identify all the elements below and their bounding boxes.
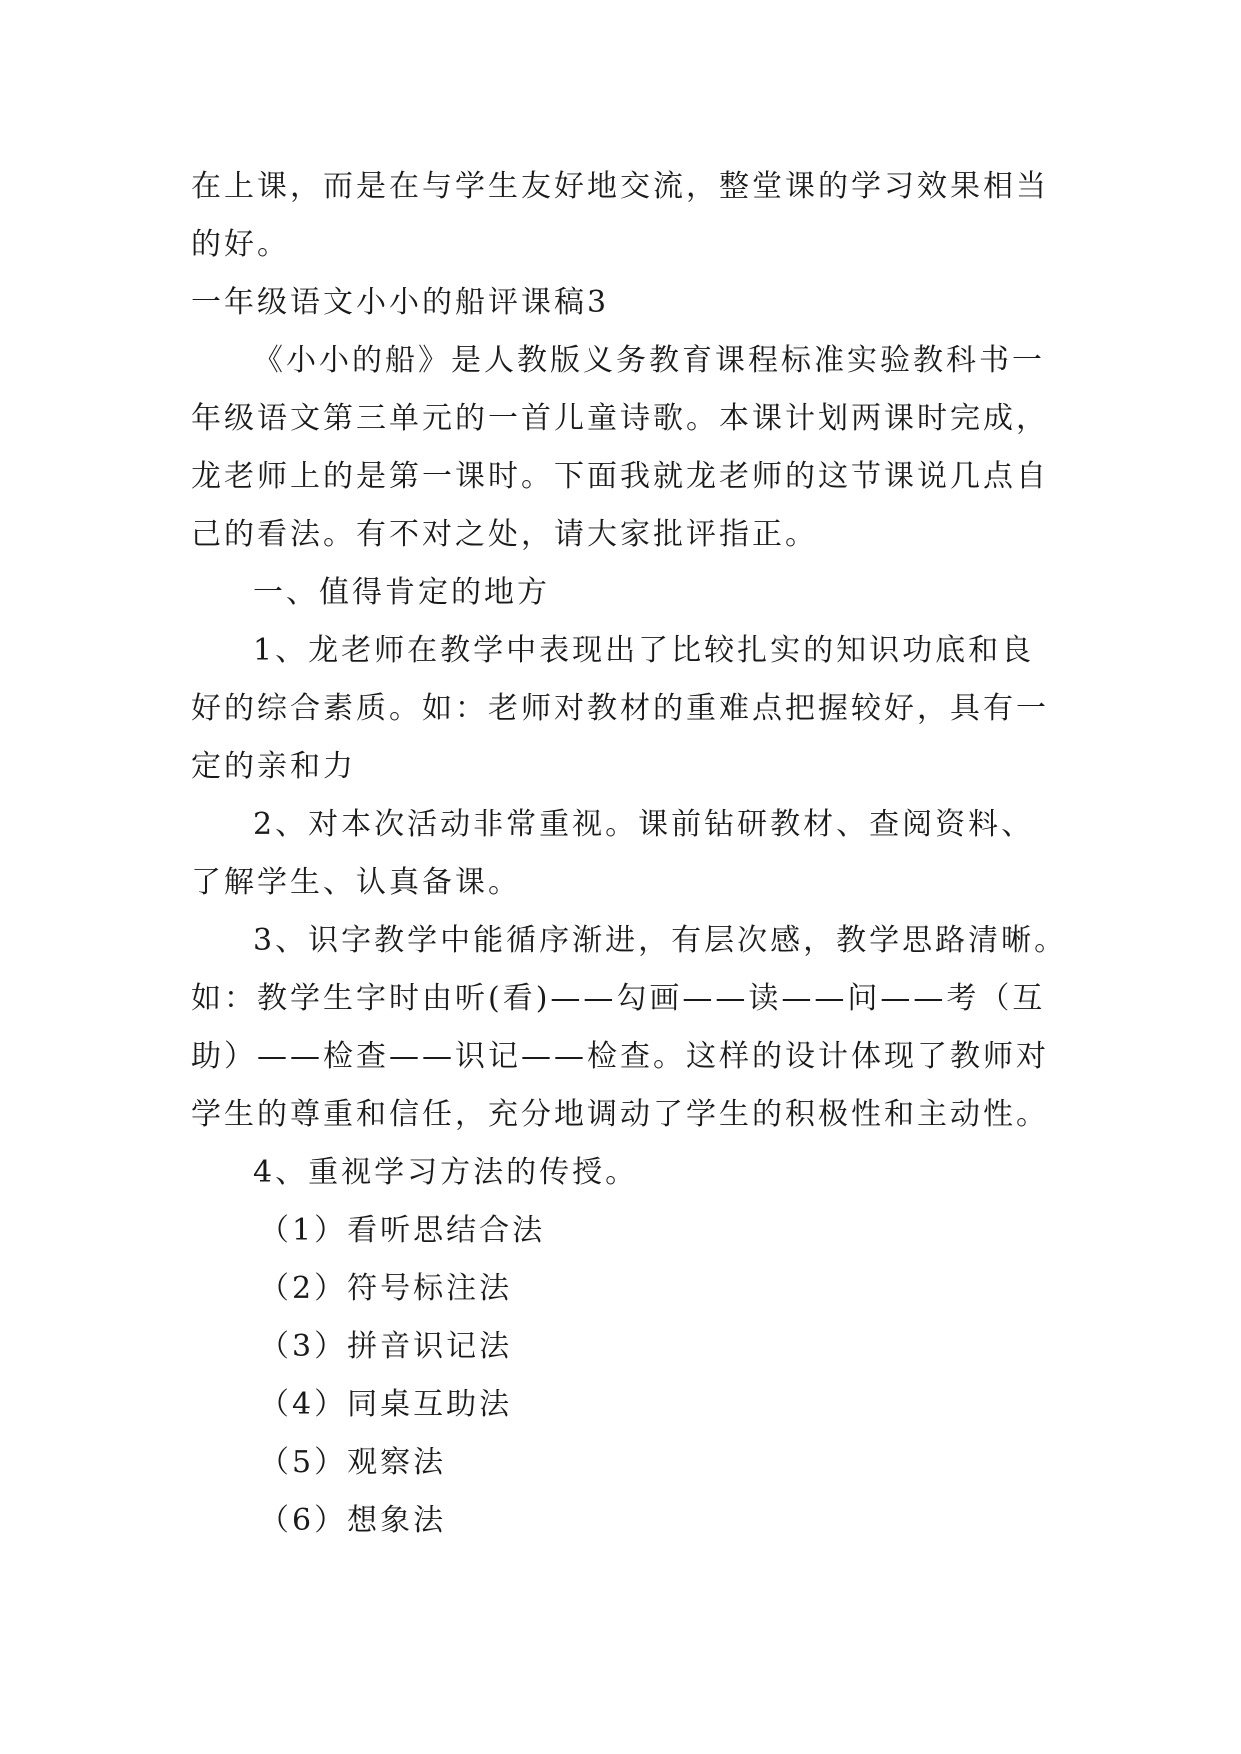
paragraph-line: 3、识字教学中能循序渐进，有层次感，教学思路清晰。 [253, 923, 1068, 958]
list-item: （3）拼音识记法 [259, 1329, 513, 1364]
paragraph-line: 1、龙老师在教学中表现出了比较扎实的知识功底和良 [253, 633, 1035, 668]
paragraph-line: 定的亲和力 [191, 749, 356, 784]
heading-line: 一、值得肯定的地方 [253, 575, 550, 610]
list-item: （4）同桌互助法 [259, 1387, 513, 1422]
paragraph-line: 好的综合素质。如：老师对教材的重难点把握较好，具有一 [191, 691, 1049, 726]
list-item: （1）看听思结合法 [259, 1213, 546, 1248]
paragraph-line: 4、重视学习方法的传授。 [253, 1155, 639, 1190]
list-item: （5）观察法 [259, 1445, 447, 1480]
paragraph-line: 己的看法。有不对之处，请大家批评指正。 [191, 517, 818, 552]
paragraph-line: 如：教学生字时由听(看)——勾画——读——问——考（互 [191, 981, 1046, 1016]
section-title: 一年级语文小小的船评课稿3 [191, 285, 610, 320]
paragraph-line: 的好。 [191, 227, 290, 262]
paragraph-line: 2、对本次活动非常重视。课前钻研教材、查阅资料、 [253, 807, 1035, 842]
paragraph-line: 龙老师上的是第一课时。下面我就龙老师的这节课说几点自 [191, 459, 1049, 494]
paragraph-line: 学生的尊重和信任，充分地调动了学生的积极性和主动性。 [191, 1097, 1049, 1132]
paragraph-line: 了解学生、认真备课。 [191, 865, 521, 900]
list-item: （2）符号标注法 [259, 1271, 513, 1306]
list-item: （6）想象法 [259, 1503, 447, 1538]
paragraph-line: 在上课，而是在与学生友好地交流，整堂课的学习效果相当 [191, 169, 1049, 204]
document-body [191, 158, 1071, 1550]
paragraph-line: 《小小的船》是人教版义务教育课程标准实验教科书一 [253, 343, 1045, 378]
paragraph-line: 助）——检查——识记——检查。这样的设计体现了教师对 [191, 1039, 1049, 1074]
paragraph-line: 年级语文第三单元的一首儿童诗歌。本课计划两课时完成， [191, 401, 1049, 436]
